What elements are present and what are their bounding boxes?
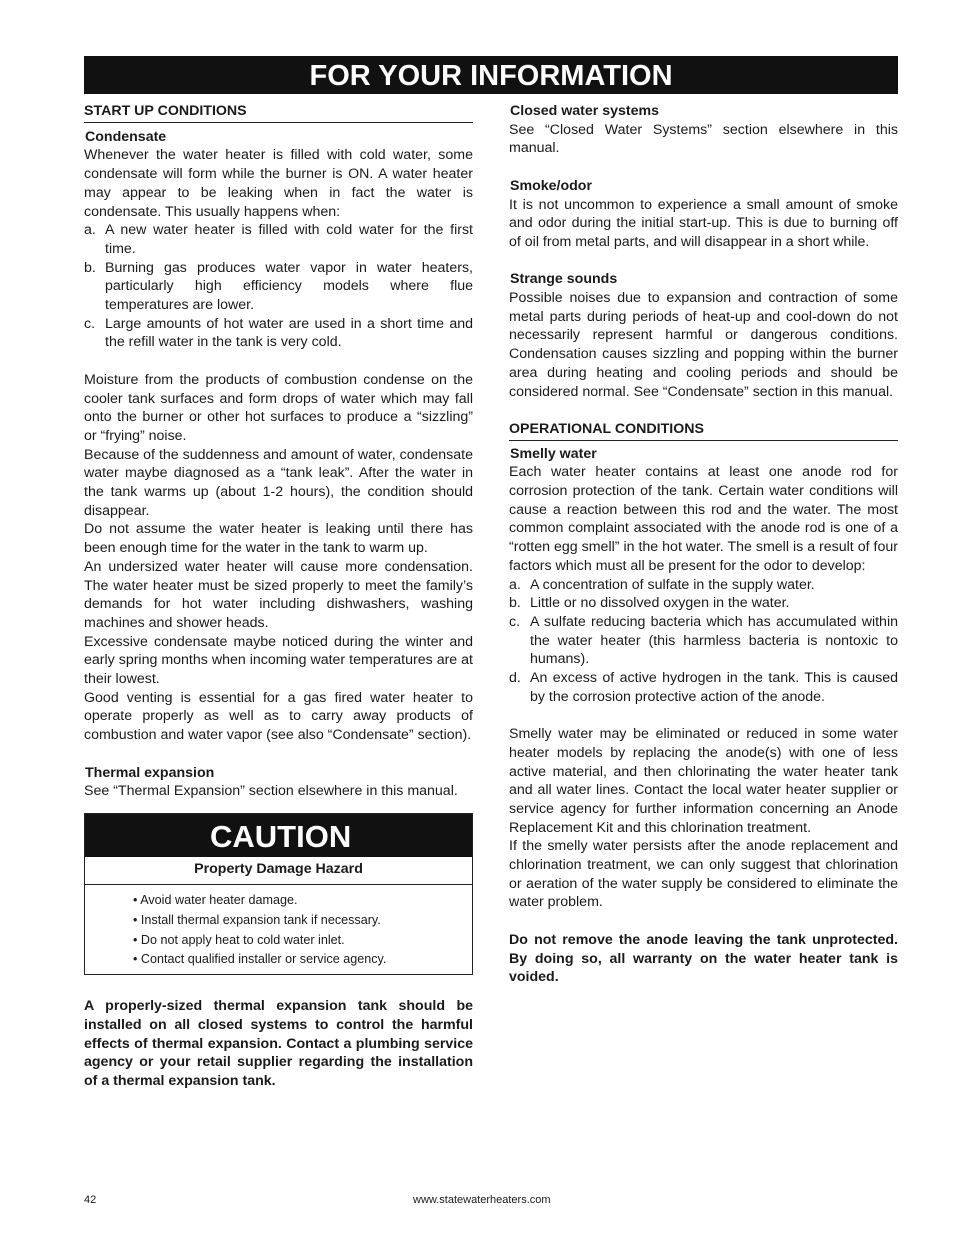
list-item: c. Large amounts of hot water are used in a short time and the refill water in the tank is very cold. xyxy=(84,315,473,351)
condensate-intro: Whenever the water heater is filled with cold water, some condensate will form while the burner is ON. A water heater may appear to be leaking when in fact the water is condensate. This usually happens when: xyxy=(84,147,473,220)
venting-paragraph: Good venting is essential for a gas fired water heater to operate properly as well as to carry away products of combustion and water vapor (see also “Condensate” section). xyxy=(84,689,473,744)
caution-list xyxy=(85,885,472,974)
undersized-paragraph: An undersized water heater will cause more condensation. The water heater must be sized properly to meet the family’s demands for hot water including dishwashers, washing machines and shower heads. xyxy=(84,558,473,631)
closed-systems-paragraph: See “Closed Water Systems” section elsewhere in this manual. xyxy=(509,121,898,157)
closed-systems-heading: Closed water systems xyxy=(510,103,660,119)
left-column xyxy=(84,102,473,1091)
strange-sounds-heading: Strange sounds xyxy=(510,271,618,288)
right-column xyxy=(509,102,898,987)
smelly-water-heading: Smelly water xyxy=(510,445,597,462)
operational-heading: OPERATIONAL CONDITIONS xyxy=(509,420,898,441)
list-item: a. A new water heater is filled with cold water for the first time. xyxy=(84,222,473,257)
list-item: c. A sulfate reducing bacteria which has accumulated within the water heater (this harmless bacteria is nontoxic to humans). xyxy=(509,613,898,668)
footer-url: www.statewaterheaters.com xyxy=(413,1194,551,1206)
assume-paragraph: Do not assume the water heater is leaking until there has been enough time for the water in the tank to warm up. xyxy=(84,521,473,557)
caution-item: • Do not apply heat to cold water inlet. xyxy=(133,932,345,947)
persists-paragraph: If the smelly water persists after the anode replacement and chlorination treatment, we can only suggest that chlorination or aeration of the water supply be considered to eliminate the water problem. xyxy=(509,838,898,911)
page-banner: FOR YOUR INFORMATION xyxy=(84,56,898,94)
smelly-water-intro: Each water heater contains at least one anode rod for corrosion protection of the tank. Certain water conditions will cause a reaction between this rod and the water. The most common complaint associated with the anode rod is one of a “rotten egg smell” in the hot water. The smell is a result of four factors which must all be present for the odor to develop: xyxy=(509,464,898,574)
smoke-odor-heading: Smoke/odor xyxy=(510,177,592,194)
list-item: b. Little or no dissolved oxygen in the water. xyxy=(509,595,790,612)
list-item: b. Burning gas produces water vapor in water heaters, particularly high efficiency models where flue temperatures are lower. xyxy=(84,259,473,314)
expansion-tank-paragraph: A properly-sized thermal expansion tank should be installed on all closed systems to control the harmful effects of thermal expansion. Contact a plumbing service agency or your retail supplier regarding the installation of a thermal expansion tank. xyxy=(84,998,473,1089)
smoke-odor-paragraph: It is not uncommon to experience a small amount of smoke and odor during the initial start-up. This is due to burning off of oil from metal parts, and will disappear in a short while. xyxy=(509,196,898,250)
thermal-expansion-heading: Thermal expansion xyxy=(85,764,215,781)
condensate-list xyxy=(84,221,473,352)
thermal-expansion-paragraph: See “Thermal Expansion” section elsewhere in this manual. xyxy=(84,783,458,800)
list-item: d. An excess of active hydrogen in the tank. This is caused by the corrosion protective action of the anode. xyxy=(509,670,898,705)
suddenness-paragraph: Because of the suddenness and amount of water, condensate water maybe diagnosed as a “tank leak”. After the water in the tank warms up (about 1-2 hours), the condition should disappear. xyxy=(84,446,473,519)
list-item: a. A concentration of sulfate in the supply water. xyxy=(509,576,815,593)
condensate-heading: Condensate xyxy=(85,128,167,145)
caution-item: • Install thermal expansion tank if necessary. xyxy=(133,912,381,927)
excessive-paragraph: Excessive condensate maybe noticed during the winter and early spring months when incoming water temperatures are at their lowest. xyxy=(84,633,473,688)
page-number: 42 xyxy=(84,1194,97,1206)
start-up-heading: START UP CONDITIONS xyxy=(84,102,473,123)
eliminate-paragraph: Smelly water may be eliminated or reduced in some water heater models by replacing the anode(s) with one of less active material, and then chlorinating the water heater tank and all water lines. Contact the local water heater supplier or service agency for further information concerning an Anode Replacement Kit and this chlorination treatment. xyxy=(509,726,898,836)
caution-title: CAUTION xyxy=(85,814,472,857)
anode-warning-paragraph: Do not remove the anode leaving the tank unprotected. By doing so, all warranty on the water heater tank is voided. xyxy=(509,931,898,986)
smelly-water-list xyxy=(509,576,898,707)
moisture-paragraph: Moisture from the products of combustion condense on the cooler tank surfaces and form drops of water which may fall onto the burner or other hot surfaces to produce a “sizzling” or “frying” noise. xyxy=(84,371,473,444)
caution-item: • Avoid water heater damage. xyxy=(133,892,298,907)
strange-sounds-paragraph: Possible noises due to expansion and contraction of some metal parts during periods of heat-up and cool-down do not necessarily represent harmful or dangerous conditions. Condensation causes sizzling and popping within the burner area during heating and cooling periods and should be considered normal. See “Condensate” section in this manual. xyxy=(509,290,898,400)
caution-subtitle: Property Damage Hazard xyxy=(85,857,472,885)
caution-box xyxy=(84,813,473,975)
caution-item: • Contact qualified installer or service agency. xyxy=(133,952,387,967)
